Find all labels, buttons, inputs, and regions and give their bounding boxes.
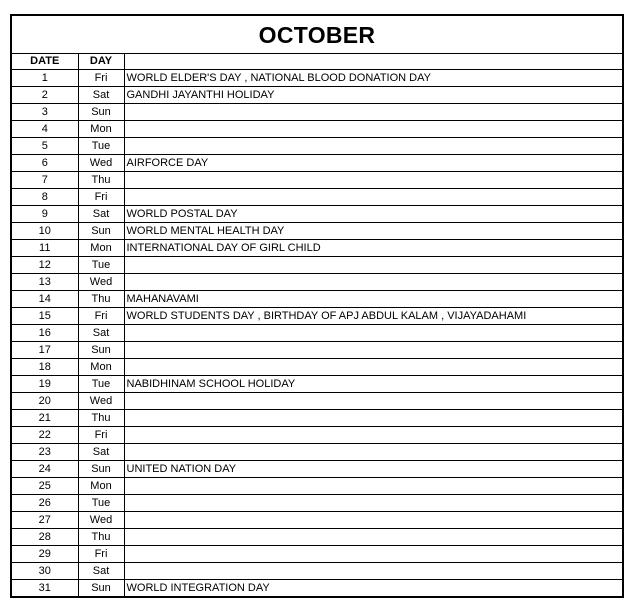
event-cell (124, 138, 622, 155)
date-cell: 19 (12, 376, 78, 393)
table-row (12, 121, 622, 138)
date-cell: 11 (12, 240, 78, 257)
date-cell: 14 (12, 291, 78, 308)
event-cell (124, 257, 622, 274)
day-cell: Thu (78, 172, 124, 189)
day-cell: Sat (78, 563, 124, 580)
event-cell (124, 393, 622, 410)
day-cell: Sun (78, 342, 124, 359)
day-cell: Sun (78, 461, 124, 478)
day-cell: Wed (78, 155, 124, 172)
date-cell: 21 (12, 410, 78, 427)
table-row (12, 427, 622, 444)
event-cell (124, 172, 622, 189)
event-cell: WORLD MENTAL HEALTH DAY (124, 223, 622, 240)
event-cell (124, 427, 622, 444)
date-column-header: DATE (12, 54, 78, 70)
event-cell (124, 478, 622, 495)
date-cell: 24 (12, 461, 78, 478)
day-cell: Sat (78, 206, 124, 223)
day-cell: Fri (78, 189, 124, 206)
table-row (12, 376, 622, 393)
event-cell (124, 410, 622, 427)
event-cell (124, 563, 622, 580)
event-cell (124, 342, 622, 359)
event-cell (124, 121, 622, 138)
table-row (12, 410, 622, 427)
event-cell (124, 325, 622, 342)
table-row (12, 206, 622, 223)
table-row (12, 546, 622, 563)
table-row (12, 172, 622, 189)
table-row (12, 155, 622, 172)
date-cell: 31 (12, 580, 78, 597)
calendar-rows (12, 70, 622, 597)
date-cell: 5 (12, 138, 78, 155)
date-cell: 10 (12, 223, 78, 240)
day-cell: Mon (78, 359, 124, 376)
day-column-header: DAY (78, 54, 124, 70)
table-row (12, 70, 622, 87)
date-cell: 8 (12, 189, 78, 206)
day-cell: Sat (78, 444, 124, 461)
table-row (12, 240, 622, 257)
day-cell: Thu (78, 410, 124, 427)
table-row (12, 512, 622, 529)
table-row (12, 138, 622, 155)
day-cell: Fri (78, 308, 124, 325)
day-cell: Wed (78, 274, 124, 291)
table-row (12, 461, 622, 478)
event-cell (124, 512, 622, 529)
day-cell: Tue (78, 257, 124, 274)
event-cell: MAHANAVAMI (124, 291, 622, 308)
event-cell (124, 495, 622, 512)
day-cell: Tue (78, 495, 124, 512)
table-row (12, 359, 622, 376)
day-cell: Sun (78, 223, 124, 240)
event-cell (124, 104, 622, 121)
event-cell: NABIDHINAM SCHOOL HOLIDAY (124, 376, 622, 393)
date-cell: 16 (12, 325, 78, 342)
table-row (12, 325, 622, 342)
table-row (12, 274, 622, 291)
table-row (12, 529, 622, 546)
date-cell: 27 (12, 512, 78, 529)
event-cell: GANDHI JAYANTHI HOLIDAY (124, 87, 622, 104)
day-cell: Tue (78, 138, 124, 155)
date-cell: 9 (12, 206, 78, 223)
date-cell: 4 (12, 121, 78, 138)
event-cell (124, 189, 622, 206)
page-title: OCTOBER (12, 16, 622, 54)
table-row (12, 563, 622, 580)
calendar-table (12, 54, 622, 596)
event-column-header (124, 54, 622, 70)
date-cell: 29 (12, 546, 78, 563)
date-cell: 17 (12, 342, 78, 359)
day-cell: Thu (78, 529, 124, 546)
day-cell: Fri (78, 70, 124, 87)
table-row (12, 308, 622, 325)
day-cell: Fri (78, 427, 124, 444)
date-cell: 7 (12, 172, 78, 189)
event-cell: INTERNATIONAL DAY OF GIRL CHILD (124, 240, 622, 257)
event-cell: WORLD ELDER'S DAY , NATIONAL BLOOD DONATION DAY (124, 70, 622, 87)
date-cell: 6 (12, 155, 78, 172)
date-cell: 25 (12, 478, 78, 495)
table-row (12, 478, 622, 495)
day-cell: Mon (78, 240, 124, 257)
day-cell: Sat (78, 87, 124, 104)
event-cell (124, 529, 622, 546)
date-cell: 22 (12, 427, 78, 444)
table-row (12, 189, 622, 206)
date-cell: 13 (12, 274, 78, 291)
date-cell: 2 (12, 87, 78, 104)
event-cell (124, 546, 622, 563)
day-cell: Wed (78, 393, 124, 410)
table-row (12, 495, 622, 512)
table-row (12, 104, 622, 121)
date-cell: 20 (12, 393, 78, 410)
day-cell: Sat (78, 325, 124, 342)
day-cell: Mon (78, 121, 124, 138)
table-row (12, 393, 622, 410)
table-row (12, 291, 622, 308)
event-cell: UNITED NATION DAY (124, 461, 622, 478)
event-cell (124, 359, 622, 376)
event-cell (124, 274, 622, 291)
date-cell: 1 (12, 70, 78, 87)
table-row (12, 580, 622, 597)
day-cell: Thu (78, 291, 124, 308)
event-cell: WORLD INTEGRATION DAY (126, 582, 270, 594)
table-row (12, 87, 622, 104)
day-cell: Sun (78, 580, 124, 597)
day-cell: Mon (78, 478, 124, 495)
header-row (12, 54, 622, 70)
date-cell: 12 (12, 257, 78, 274)
table-row (12, 257, 622, 274)
date-cell: 3 (12, 104, 78, 121)
day-cell: Sun (78, 104, 124, 121)
day-cell: Fri (78, 546, 124, 563)
date-cell: 18 (12, 359, 78, 376)
event-cell: WORLD POSTAL DAY (124, 206, 622, 223)
table-row (12, 223, 622, 240)
calendar-sheet (10, 14, 624, 598)
day-cell: Wed (78, 512, 124, 529)
event-cell (124, 444, 622, 461)
event-cell: WORLD STUDENTS DAY , BIRTHDAY OF APJ ABDUL KALAM , VIJAYADAHAMI (124, 308, 622, 325)
date-cell: 30 (12, 563, 78, 580)
event-cell: AIRFORCE DAY (124, 155, 622, 172)
table-row (12, 342, 622, 359)
date-cell: 26 (12, 495, 78, 512)
day-cell: Tue (78, 376, 124, 393)
date-cell: 23 (12, 444, 78, 461)
date-cell: 28 (12, 529, 78, 546)
table-row (12, 444, 622, 461)
date-cell: 15 (12, 308, 78, 325)
